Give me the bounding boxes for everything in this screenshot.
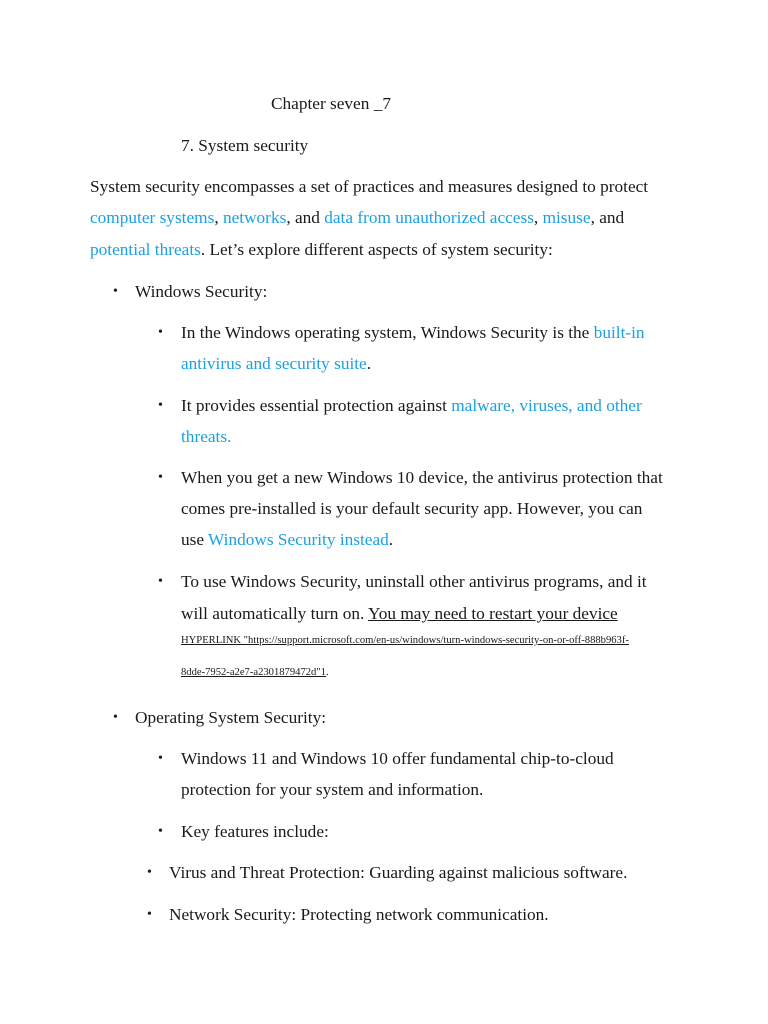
os-item1-line-2: protection for your system and information. xyxy=(181,780,484,799)
link-potential-threats[interactable]: potential threats xyxy=(90,240,201,259)
hyperlink-field-line-2 xyxy=(181,662,329,684)
bullet-icon: • xyxy=(158,398,163,413)
link-computer-systems[interactable]: computer systems xyxy=(90,208,215,227)
ws-item1-text: In the Windows operating system, Windows Security is the xyxy=(181,323,594,342)
ws-item1-line-1 xyxy=(181,322,645,344)
ws-item3-line-3 xyxy=(181,529,393,551)
link-restart-device[interactable]: You may need to restart your device xyxy=(368,604,618,623)
link-antivirus-suite[interactable]: antivirus and security suite xyxy=(181,354,367,373)
ws-item3-line-2: comes pre-installed is your default security app. However, you can xyxy=(181,499,643,518)
intro-sep: , xyxy=(533,208,543,227)
ws-item3-end: . xyxy=(388,530,394,549)
bullet-icon: • xyxy=(158,325,163,340)
bullet-icon: • xyxy=(158,751,163,766)
os-item1-line-1: Windows 11 and Windows 10 offer fundamental chip-to-cloud xyxy=(181,749,614,768)
ws-item1-end: . xyxy=(366,354,372,373)
feature-virus-threat: Virus and Threat Protection: Guarding against malicious software. xyxy=(169,863,628,882)
hyperlink-field-text[interactable]: 8dde-7952-a2e7-a2301879472d"1 xyxy=(181,667,326,678)
ws-item3-text: use xyxy=(181,530,209,549)
link-data-from-unauthorized-access[interactable]: data from unauthorized access xyxy=(324,208,534,227)
link-malware-viruses[interactable]: malware, viruses, and other xyxy=(451,396,642,415)
bullet-icon: • xyxy=(113,284,118,299)
ws-item4-text: will automatically turn on. xyxy=(181,604,369,623)
bullet-icon: • xyxy=(113,710,118,725)
os-item2: Key features include: xyxy=(181,822,329,841)
link-threats[interactable]: threats. xyxy=(181,427,232,446)
ws-item1-line-2 xyxy=(181,353,371,375)
section-title: 7. System security xyxy=(181,136,309,155)
bullet-icon: • xyxy=(158,824,163,839)
os-security-heading: Operating System Security: xyxy=(135,708,327,727)
intro-sep: , and xyxy=(590,208,625,227)
intro-line-2 xyxy=(90,207,624,229)
link-misuse[interactable]: misuse xyxy=(542,208,591,227)
hyperlink-end: . xyxy=(325,667,329,678)
intro-text: . Let’s explore different aspects of system security: xyxy=(200,240,553,259)
link-windows-security-instead[interactable]: Windows Security instead xyxy=(208,530,389,549)
ws-item4-line-2 xyxy=(181,603,618,625)
ws-item2-text: It provides essential protection against xyxy=(181,396,452,415)
bullet-icon: • xyxy=(158,470,163,485)
link-networks[interactable]: networks xyxy=(222,208,287,227)
windows-security-heading: Windows Security: xyxy=(135,282,268,301)
ws-item2-line-2 xyxy=(181,426,231,448)
intro-line-3 xyxy=(90,239,553,261)
chapter-title: Chapter seven _7 xyxy=(271,94,391,113)
intro-sep: , xyxy=(214,208,223,227)
bullet-icon: • xyxy=(147,865,152,880)
bullet-icon: • xyxy=(158,574,163,589)
link-built-in[interactable]: built-in xyxy=(593,323,645,342)
ws-item3-line-1: When you get a new Windows 10 device, the antivirus protection that xyxy=(181,468,663,487)
feature-network-security: Network Security: Protecting network communication. xyxy=(169,905,549,924)
intro-line-1: System security encompasses a set of practices and measures designed to protect xyxy=(90,177,649,196)
ws-item2-line-1 xyxy=(181,395,642,417)
intro-sep: , and xyxy=(286,208,325,227)
bullet-icon: • xyxy=(147,907,152,922)
hyperlink-field-line-1[interactable]: HYPERLINK "https://support.microsoft.com/en-us/windows/turn-windows-security-on-or-off-888b963f- xyxy=(181,635,629,646)
ws-item4-line-1: To use Windows Security, uninstall other antivirus programs, and it xyxy=(181,572,647,591)
